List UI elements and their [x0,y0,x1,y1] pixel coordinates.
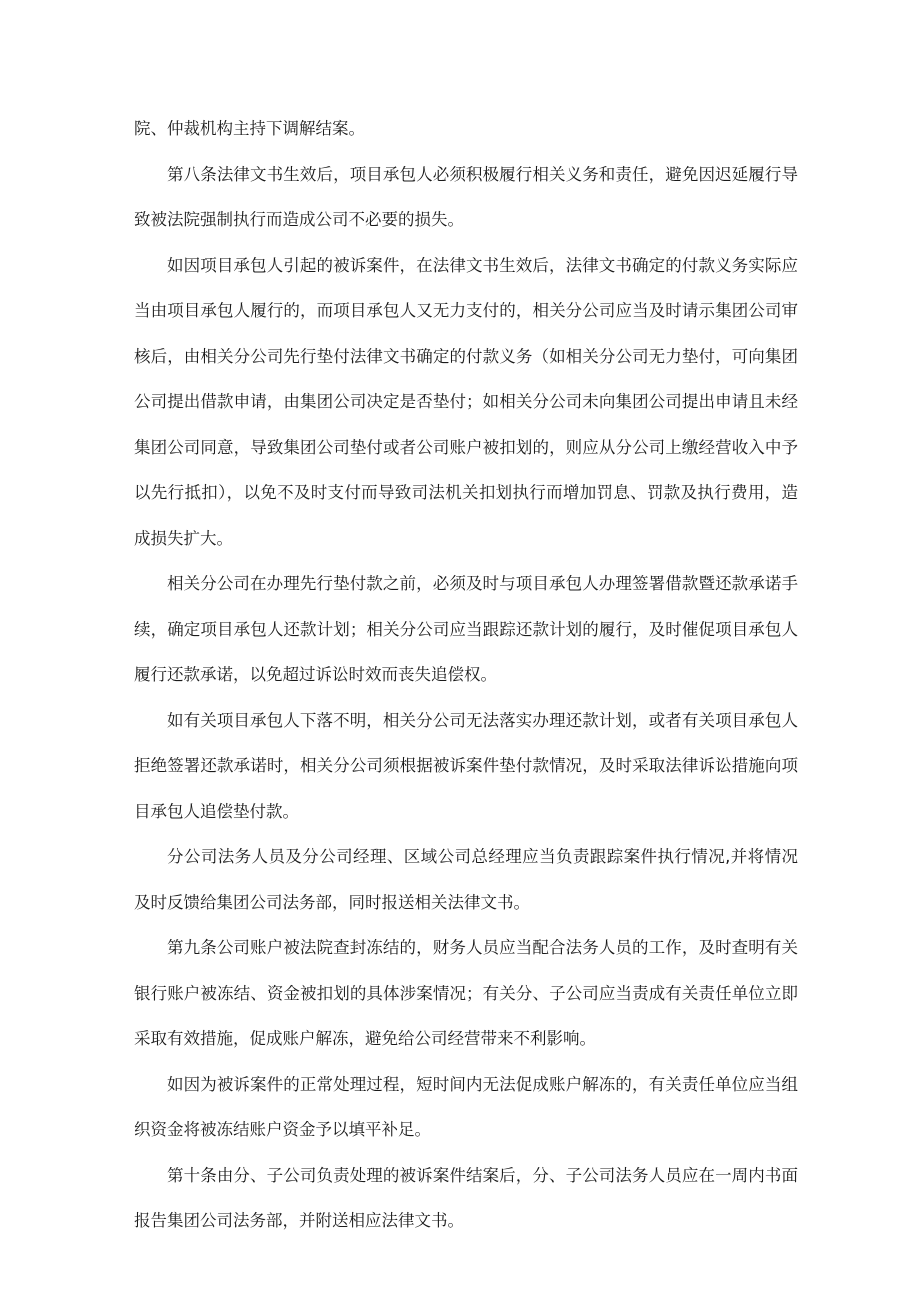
paragraph-article-10: 第十条由分、子公司负责处理的被诉案件结案后，分、子公司法务人员应在一周内书面报告集团公司法务部，并附送相应法律文书。 [134,1165,798,1230]
paragraph-continuation: 院、仲裁机构主持下调解结案。 [134,119,365,138]
paragraph-missing-contractor: 如有关项目承包人下落不明，相关分公司无法落实办理还款计划，或者有关项目承包人拒绝签署还款承诺时，相关分公司须根据被诉案件垫付款情况，及时采取法律诉讼措施向项目承包人追偿垫付款。 [134,710,798,821]
paragraph-repayment-commitment: 相关分公司在办理先行垫付款之前，必须及时与项目承包人办理签署借款暨还款承诺手续，确定项目承包人还款计划；相关分公司应当跟踪还款计划的履行，及时催促项目承包人履行还款承诺，以免超过诉讼时效而丧失追偿权。 [134,574,798,684]
paragraph-article-9: 第九条公司账户被法院查封冻结的，财务人员应当配合法务人员的工作，及时查明有关银行账户被冻结、资金被扣划的具体涉案情况；有关分、子公司应当责成有关责任单位立即采取有效措施，促成账户解冻，避免给公司经营带来不利影响。 [134,938,798,1048]
paragraph-advance-payment: 如因项目承包人引起的被诉案件，在法律文书生效后，法律文书确定的付款义务实际应当由项目承包人履行的，而项目承包人又无力支付的，相关分公司应当及时请示集团公司审核后，由相关分公司先行垫付法律文书确定的付款义务（如相关分公司无力垫付，可向集团公司提出借款申请，由集团公司决定是否垫付；如相关分公司未向集团公司提出申请且未经集团公司同意，导致集团公司垫付或者公司账户被扣划的，则应从分公司上缴经营收入中予以先行抵扣），以免不及时支付而导致司法机关扣划执行而增加罚息、罚款及执行费用，造成损失扩大。 [134,255,798,548]
paragraph-article-8: 第八条法律文书生效后，项目承包人必须积极履行相关义务和责任，避免因迟延履行导致被法院强制执行而造成公司不必要的损失。 [134,164,798,229]
paragraph-tracking-execution: 分公司法务人员及分公司经理、区域公司总经理应当负责跟踪案件执行情况,并将情况及时反馈给集团公司法务部，同时报送相关法律文书。 [134,847,798,912]
paragraph-account-refill: 如因为被诉案件的正常处理过程，短时间内无法促成账户解冻的，有关责任单位应当组织资金将被冻结账户资金予以填平补足。 [134,1074,798,1139]
document-body [134,106,798,1244]
